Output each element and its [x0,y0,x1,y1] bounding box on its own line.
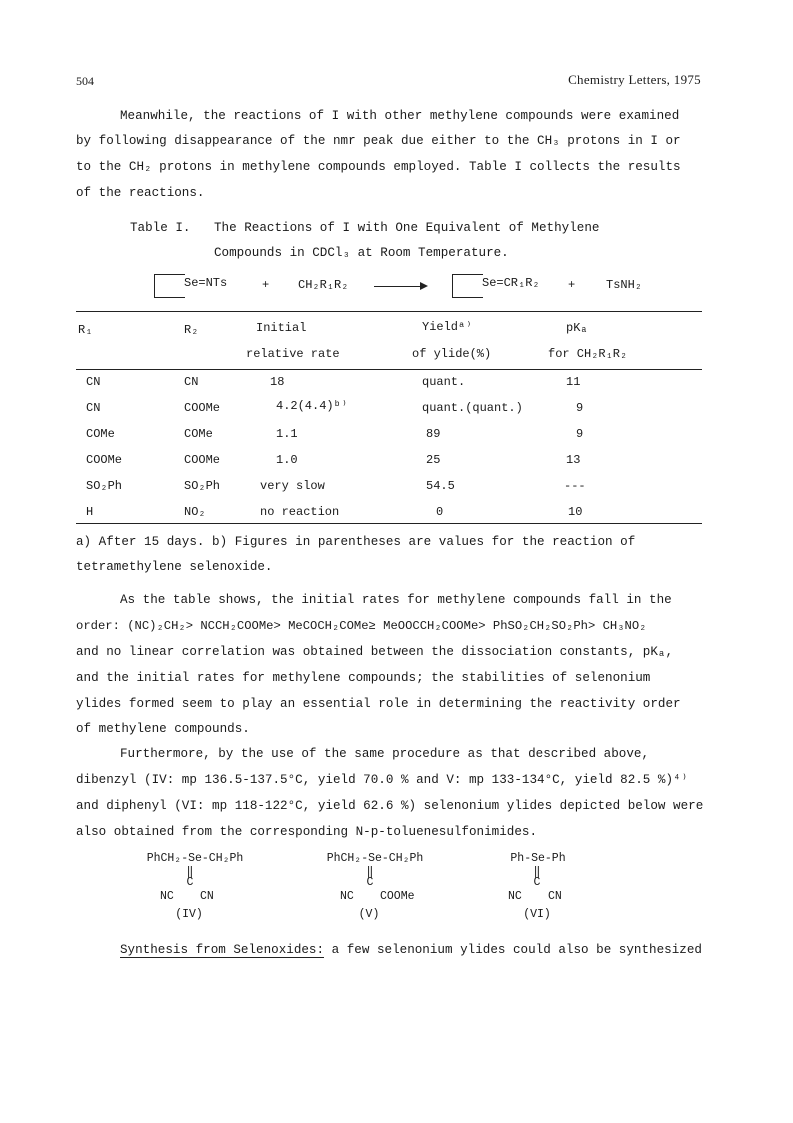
table-bottom-rule [76,523,702,524]
scheme-product-1: Se=CR₁R₂ [482,276,540,290]
cell-rate: 4.2(4.4)ᵇ⁾ [276,399,349,413]
ylide-label: (VI) [523,908,551,921]
cell-yield: 25 [426,453,441,467]
ylide-structure-vi [498,852,578,922]
para2-line-6: of methylene compounds. [76,722,250,736]
th-yield-1: Yieldᵃ⁾ [422,320,473,334]
ylide-left-group: NC [340,890,354,903]
intro-line-4: of the reactions. [76,186,205,200]
ylide-top: PhCH₂-Se-CH₂Ph [326,852,424,865]
cell-r1: H [86,505,94,519]
ylide-label: (IV) [175,908,203,921]
ylide-right-group: CN [200,890,214,903]
para2-line-2: order: (NC)₂CH₂> NCCH₂COOMe> MeCOCH₂COMe≥ MeOOCCH₂COOMe> PhSO₂CH₂SO₂Ph> CH₃NO₂ [76,619,647,633]
para2-line-3: and no linear correlation was obtained between the dissociation constants, pKₐ, [76,645,674,659]
table-footnote-2: tetramethylene selenoxide. [76,560,273,574]
table-header-rule [76,369,702,370]
cell-rate: 1.1 [276,427,298,441]
th-rate-2: relative rate [246,347,340,361]
ylide-carbon: C [533,876,541,889]
intro-line-1: Meanwhile, the reactions of I with other methylene compounds were examined [120,109,680,123]
cell-yield: 0 [436,505,444,519]
page-number: 504 [76,74,94,88]
cell-pka: 11 [566,375,581,389]
th-r2: R₂ [184,323,199,337]
ylide-carbon: C [186,876,194,889]
th-rate-1: Initial [256,321,307,335]
table-footnote-1: a) After 15 days. b) Figures in parentheses are values for the reaction of [76,535,636,549]
cell-yield: 54.5 [426,479,455,493]
table-caption-line-1: The Reactions of I with One Equivalent of Methylene [214,221,600,235]
cell-r1: CN [86,375,101,389]
ylide-double-bond: ‖ [366,866,374,879]
table-top-rule [76,311,702,312]
ylide-structure-v [320,852,430,922]
ylide-top: Ph-Se-Ph [510,852,566,865]
cell-pka: 9 [576,427,584,441]
ring-icon [154,274,185,298]
table-caption-line-2: Compounds in CDCl₃ at Room Temperature. [214,246,509,260]
cell-r1: SO₂Ph [86,479,123,493]
th-pka-2: for CH₂R₁R₂ [548,347,628,361]
cell-r2: CN [184,375,199,389]
table-caption-label: Table I. [130,221,191,235]
para2-line-1: As the table shows, the initial rates for methylene compounds fall in the [120,593,672,607]
para2-line-5: ylides formed seem to play an essential role in determining the reactivity order [76,697,681,711]
intro-line-2: by following disappearance of the nmr peak due either to the CH₃ protons in I or [76,134,681,148]
ylide-double-bond: ‖ [186,866,194,879]
ylide-top: PhCH₂-Se-CH₂Ph [146,852,244,865]
reaction-arrow-icon [374,286,426,287]
cell-r1: CN [86,401,101,415]
journal-title: Chemistry Letters, 1975 [568,72,701,87]
cell-r2: SO₂Ph [184,479,221,493]
ring-icon [452,274,483,298]
cell-pka: --- [564,479,586,493]
cell-pka: 13 [566,453,581,467]
cell-rate: no reaction [260,505,340,519]
th-yield-2: of ylide(%) [412,347,492,361]
para2-line-4: and the initial rates for methylene compounds; the stabilities of selenonium [76,671,651,685]
ylide-structure-iv [140,852,250,922]
ylide-carbon: C [366,876,374,889]
ylide-right-group: CN [548,890,562,903]
cell-yield: quant. [422,375,466,389]
ylide-left-group: NC [160,890,174,903]
scheme-reactant-1: Se=NTs [184,276,228,290]
section-last-line [120,938,702,963]
para3-line-4: also obtained from the corresponding N-p-toluenesulfonimides. [76,825,538,839]
cell-r2: COOMe [184,453,221,467]
ylide-label: (V) [358,908,380,921]
cell-pka: 9 [576,401,584,415]
para3-line-1: Furthermore, by the use of the same procedure as that described above, [120,747,650,761]
scheme-plus-2: + [568,278,576,292]
intro-line-3: to the CH₂ protons in methylene compounds employed. Table I collects the results [76,160,681,174]
scheme-product-2: TsNH₂ [606,278,643,292]
cell-r2: NO₂ [184,505,206,519]
cell-yield: 89 [426,427,441,441]
scheme-reactant-2: CH₂R₁R₂ [298,278,349,292]
th-r1: R₁ [78,323,93,337]
ylide-right-group: COOMe [380,890,415,903]
cell-r1: COMe [86,427,115,441]
ylide-left-group: NC [508,890,522,903]
th-pka-1: pKₐ [566,321,588,335]
para3-line-3: and diphenyl (VI: mp 118-122°C, yield 62.6 %) selenonium ylides depicted below were [76,799,704,813]
cell-r2: COOMe [184,401,221,415]
scheme-plus-1: + [262,278,270,292]
cell-rate: 1.0 [276,453,298,467]
cell-r1: COOMe [86,453,123,467]
section-text: a few selenonium ylides could also be synthesized [324,943,702,957]
cell-pka: 10 [568,505,583,519]
cell-yield: quant.(quant.) [422,401,523,415]
cell-r2: COMe [184,427,213,441]
cell-rate: very slow [260,479,325,493]
ylide-double-bond: ‖ [533,866,541,879]
section-heading: Synthesis from Selenoxides: [120,943,325,957]
para3-line-2: dibenzyl (IV: mp 136.5-137.5°C, yield 70.0 % and V: mp 133-134°C, yield 82.5 %)⁴⁾ [76,773,689,787]
cell-rate: 18 [270,375,285,389]
